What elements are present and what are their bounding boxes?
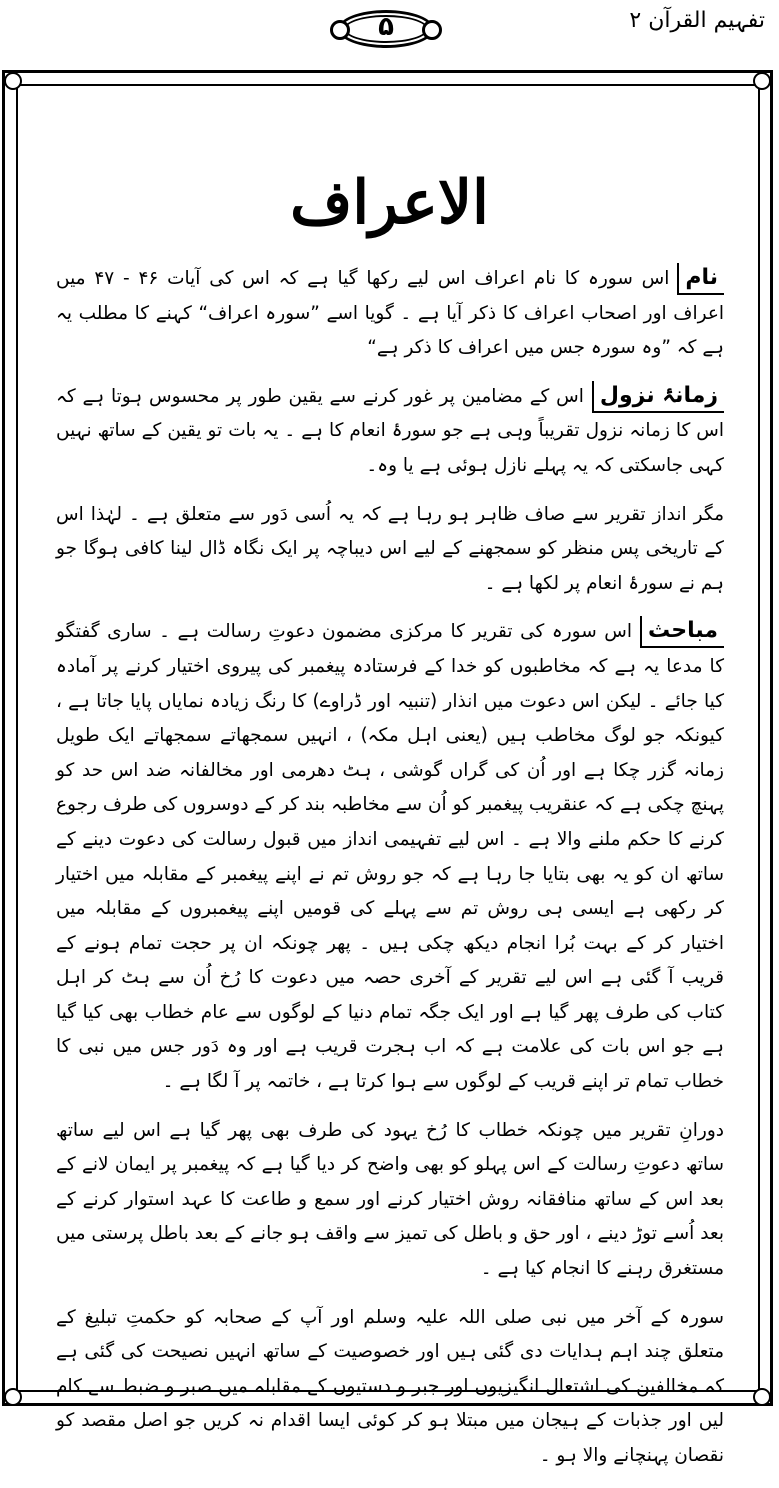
paragraph: [56, 1301, 724, 1474]
section-text: دورانِ تقریر میں چونکہ خطاب کا رُخ یہود کی طرف بھی پھر گیا ہے اس لیے ساتھ ساتھ دعوتِ رسالت کے اس پہلو کو بھی واضح کر دیا گیا ہے کہ پیغمبر پر ایمان لانے کے بعد اس کے ساتھ منافقانہ روش اختیار کرنے اور سمع و طاعت کا عہد استوار کرنے کے بعد اُسے توڑ دینے ، اور حق و باطل کی تمیز سے واقف ہو جانے کے بعد باطل پرستی میں مستغرق رہنے کا انجام کیا ہے ۔: [56, 1119, 724, 1280]
section-text: سورہ کے آخر میں نبی صلی اللہ علیہ وسلم اور آپ کے صحابہ کو حکمتِ تبلیغ کے متعلق چند اہم ہدایات دی گئی ہیں اور خصوصیت کے ساتھ انہیں نصیحت کی گئی ہے کہ مخالفین کی اشتعال انگیزیوں اور جبر و دستیوں کے مقابلہ میں صبر و ضبط سے کام لیں اور جذبات کے ہیجان میں مبتلا ہو کر کوئی ایسا اقدام نہ کریں جو اصل مقصد کو نقصان پہنچانے والا ہو ۔: [56, 1306, 724, 1466]
body-text: [56, 262, 724, 1488]
section-name: [56, 262, 724, 366]
section-revelation: [56, 380, 724, 484]
section-text: اس کے مضامین پر غور کرنے سے یقین طور پر محسوس ہوتا ہے کہ اس کا زمانہ نزول تقریباً وہی ہے جو سورۂ انعام کا ہے ۔ یہ بات تو یقین کے ساتھ نہیں کہی جاسکتی کہ یہ پہلے نازل ہوئی ہے یا وہ۔: [56, 385, 724, 476]
running-header-title: تفہیم القرآن ۲: [629, 8, 765, 33]
section-heading: زمانۂ نزول: [592, 381, 724, 413]
paragraph: [56, 1114, 724, 1287]
frame-corner-ornament: [753, 1388, 771, 1406]
frame-corner-ornament: [4, 72, 22, 90]
section-topics: [56, 615, 724, 1099]
paragraph: [56, 498, 724, 602]
section-heading: نام: [677, 263, 724, 295]
frame-corner-ornament: [4, 1388, 22, 1406]
section-heading: مباحث: [640, 616, 724, 648]
page-number: ۵: [378, 12, 394, 42]
section-text: اس سورہ کی تقریر کا مرکزی مضمون دعوتِ رسالت ہے ۔ ساری گفتگو کا مدعا یہ ہے کہ مخاطبوں کو خدا کے فرستادہ پیغمبر کی پیروی اختیار کرنے پر آمادہ کیا جائے ۔ لیکن اس دعوت میں انذار (تنبیہ اور ڈراوے) کا رنگ زیادہ نمایاں پایا جاتا ہے ، کیونکہ جو لوگ مخاطب ہیں (یعنی اہل مکہ) ، انہیں سمجھاتے سمجھاتے ایک طویل زمانہ گزر چکا ہے اور اُن کی گراں گوشی ، ہٹ دھرمی اور مخالفانہ ضد اس حد کو پہنچ چکی ہے کہ عنقریب پیغمبر کو اُن سے مخاطبہ بند کر کے دوسروں کی طرف رجوع کرنے کا حکم ملنے والا ہے ۔ اس لیے تفہیمی انداز میں قبول رسالت کی دعوت دینے کے ساتھ ان کو یہ بھی بتایا جا رہا ہے کہ جو روش تم نے اپنے پیغمبر کے مقابلہ میں اختیار کر رکھی ہے ایسی ہی روش تم سے پہلے کی قومیں اپنے پیغمبروں کے مقابلہ میں اختیار کر کے بہت بُرا انجام دیکھ چکی ہیں ۔ پھر چونکہ ان پر حجت تمام ہونے کے قریب آ گئی ہے اس لیے تقریر کے آخری حصہ میں دعوت کا رُخ اُن سے ہٹ کر اہل کتاب کی طرف پھر گیا ہے اور ایک جگہ تمام دنیا کے لوگوں سے عام خطاب بھی کیا گیا ہے جو اس بات کی علامت ہے کہ اب ہجرت قریب ہے اور وہ دَور جس میں نبی کا خطاب تمام تر اپنے قریب کے لوگوں سے ہوا کرتا ہے ، خاتمہ پر آ لگا ہے ۔: [56, 621, 724, 1093]
section-text: مگر انداز تقریر سے صاف ظاہر ہو رہا ہے کہ یہ اُسی دَور سے متعلق ہے ۔ لہٰذا اس کے تاریخی پس منظر کو سمجھنے کے لیے اس دیباچہ پر ایک نگاہ ڈال لینا کافی ہوگا جو ہم نے سورۂ انعام پر لکھا ہے ۔: [56, 503, 724, 594]
surah-title: الاعراف: [290, 168, 489, 238]
section-text: اس سورہ کا نام اعراف اس لیے رکھا گیا ہے کہ اس کی آیات ۴۶ - ۴۷ میں اعراف اور اصحاب اعراف کا ذکر آیا ہے ۔ گویا اسے ”سورہ اعراف“ کہنے کا مطلب یہ ہے کہ ”وہ سورہ جس میں اعراف کا ذکر ہے“: [56, 268, 724, 359]
frame-corner-ornament: [753, 72, 771, 90]
page-number-badge: [332, 6, 440, 52]
